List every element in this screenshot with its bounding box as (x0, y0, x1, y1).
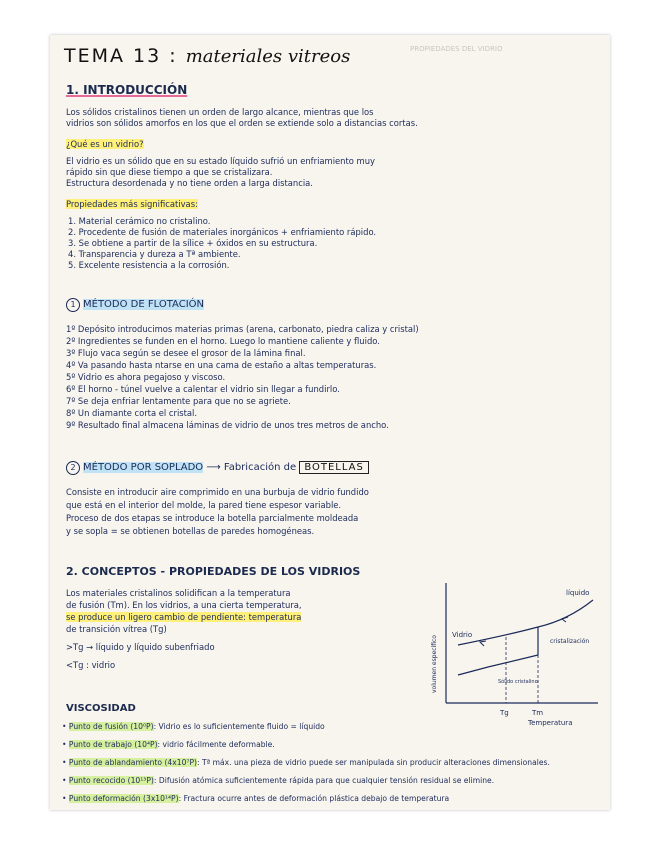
circled-number-2: 2 (66, 461, 80, 475)
graph-label-vidrio: Vidrio (452, 631, 473, 639)
viscosity-term: Punto recocido (10¹³P) (68, 776, 154, 785)
graph-tick-tg: Tg (500, 709, 509, 717)
graph-xlabel: Temperatura (528, 719, 573, 727)
flotacion-step: 5º Vidrio es ahora pegajoso y viscoso. (66, 372, 226, 382)
definition-line-3: Estructura desordenada y no tiene orden a larga distancia. (66, 178, 313, 188)
graph-label-solido: Sólido cristalino (498, 679, 538, 685)
title-script: materiales vitreos (185, 46, 351, 67)
page-title (64, 45, 350, 67)
viscosity-term: Punto deformación (3x10¹⁴P) (68, 794, 179, 803)
botellas-box: BOTELLAS (299, 461, 369, 474)
intro-line-1: Los sólidos cristalinos tienen un orden de largo alcance, mientras que los (66, 107, 374, 117)
question-highlight: ¿Qué es un vidrio? (66, 139, 144, 149)
prop-item: 3. Se obtiene a partir de la sílice + óxidos en su estructura. (68, 238, 318, 248)
prop-item: 5. Excelente resistencia a la corrosión. (68, 260, 230, 270)
flotacion-step: 2º Ingredientes se funden en el horno. Luego lo mantiene caliente y fluido. (66, 336, 380, 346)
definition-line-1: El vidrio es un sólido que en su estado líquido sufrió un enfriamiento muy (66, 156, 375, 166)
viscosity-item: • Punto recocido (10¹³P): Difusión atómica suficientemente rápida para que cualquier tensión residual se elimine. (62, 776, 495, 785)
flotacion-step: 8º Un diamante corta el cristal. (66, 408, 198, 418)
graph-label-liquido: líquido (566, 589, 590, 597)
viscosity-item: • Punto de trabajo (10⁴P): vidrio fácilmente deformable. (62, 740, 275, 749)
viscosity-desc: : Tª máx. una pieza de vidrio puede ser manipulada sin producir alteraciones dimensionales. (197, 758, 550, 767)
viscosity-desc: : Vidrio es lo suficientemente fluido = líquido (153, 722, 325, 731)
title-prefix: TEMA 13 : (64, 45, 178, 67)
flotacion-step: 6º El horno - túnel vuelve a calentar el vidrio sin llegar a fundirlo. (66, 384, 340, 394)
soplado-line-3: Proceso de dos etapas se introduce la botella parcialmente moldeada (66, 513, 359, 523)
heading-introduccion: 1. INTRODUCCIÓN (66, 83, 188, 97)
curve-crystalline (488, 655, 538, 667)
arrow-liquid-icon (562, 617, 568, 622)
graph-tick-tm: Tm (532, 709, 544, 717)
prop-item: 1. Material cerámico no cristalino. (68, 216, 211, 226)
props-heading-line (66, 199, 198, 210)
viscosity-item: • Punto de ablandamiento (4x10⁷P): Tª máx. una pieza de vidrio puede ser manipulada sin producir alteraciones dimensionales. (62, 758, 550, 767)
prop-item: 4. Transparencia y dureza a Tª ambiente. (68, 249, 241, 259)
tg-greater-line: >Tg → líquido y líquido subenfriado (66, 642, 215, 652)
graph-ylabel: volumen específico (431, 635, 438, 693)
viscosity-desc: : vidrio fácilmente deformable. (157, 740, 275, 749)
conceptos-line-3 (66, 612, 301, 623)
heading-viscosidad: VISCOSIDAD (66, 703, 136, 714)
conceptos-line-4: de transición vítrea (Tg) (66, 624, 167, 634)
volume-temperature-graph (428, 575, 608, 735)
prop-item: 2. Procedente de fusión de materiales inorgánicos + enfriamiento rápido. (68, 227, 377, 237)
notes-sheet (50, 35, 610, 810)
tg-less-line: <Tg : vidrio (66, 660, 116, 670)
circled-number-1: 1 (66, 298, 80, 312)
flotacion-step: 1º Depósito introducimos materias primas (arena, carbonato, piedra caliza y cristal) (66, 324, 419, 334)
viscosity-term: Punto de fusión (10⁰P) (68, 722, 154, 731)
arrow-right-icon: ⟶ (206, 462, 224, 473)
flotacion-step: 7º Se deja enfriar lentamente para que no se agriete. (66, 396, 291, 406)
viscosity-item: • Punto deformación (3x10¹⁴P): Fractura ocurre antes de deformación plástica debajo de temperatura (62, 794, 450, 803)
question-line (66, 139, 144, 150)
intro-line-2: vidrios son sólidos amorfos en los que el orden se extiende solo a distancias cortas. (66, 118, 418, 128)
heading-soplado (66, 461, 369, 475)
definition-line-2: rápido sin que diese tiempo a que se cristalizara. (66, 167, 273, 177)
props-heading: Propiedades más significativas: (66, 199, 198, 209)
curve-solid (458, 667, 488, 675)
soplado-line-4: y se sopla = se obtienen botellas de paredes homogéneas. (66, 526, 315, 536)
soplado-line-1: Consiste en introducir aire comprimido en una burbuja de vidrio fundido (66, 487, 369, 497)
flotacion-title: MÉTODO DE FLOTACIÓN (83, 299, 204, 310)
fabricacion-label: Fabricación de (223, 462, 297, 473)
soplado-title: MÉTODO POR SOPLADO (83, 462, 204, 473)
flotacion-step: 9º Resultado final almacena láminas de vidrio de unos tres metros de ancho. (66, 420, 389, 430)
heading-flotacion (66, 298, 204, 312)
soplado-line-2: que está en el interior del molde, la pared tiene espesor variable. (66, 500, 342, 510)
viscosity-desc: : Difusión atómica suficientemente rápida para que cualquier tensión residual se elimine. (153, 776, 495, 785)
flotacion-step: 4º Va pasando hasta ntarse en una cama de estaño a altas temperaturas. (66, 360, 377, 370)
graph-label-cristalizacion: cristalización (550, 638, 590, 645)
viscosity-item: • Punto de fusión (10⁰P): Vidrio es lo suficientemente fluido = líquido (62, 722, 325, 731)
viscosity-desc: : Fractura ocurre antes de deformación plástica debajo de temperatura (178, 794, 450, 803)
conceptos-line-3-highlight: se produce un ligero cambio de pendiente: temperatura (66, 612, 302, 622)
flotacion-step: 3º Flujo vaca según se desee el grosor de la lámina final. (66, 348, 306, 358)
conceptos-line-1: Los materiales cristalinos solidifican a la temperatura (66, 588, 291, 598)
arrow-vidrio-icon (480, 641, 486, 646)
conceptos-line-2: de fusión (Tm). En los vidrios, a una cierta temperatura, (66, 600, 302, 610)
heading-conceptos: 2. CONCEPTOS - PROPIEDADES DE LOS VIDRIOS (66, 565, 361, 578)
viscosity-term: Punto de ablandamiento (4x10⁷P) (68, 758, 198, 767)
viscosity-term: Punto de trabajo (10⁴P) (68, 740, 158, 749)
ghost-bleed-text: PROPIEDADES DEL VIDRIO (410, 45, 503, 53)
